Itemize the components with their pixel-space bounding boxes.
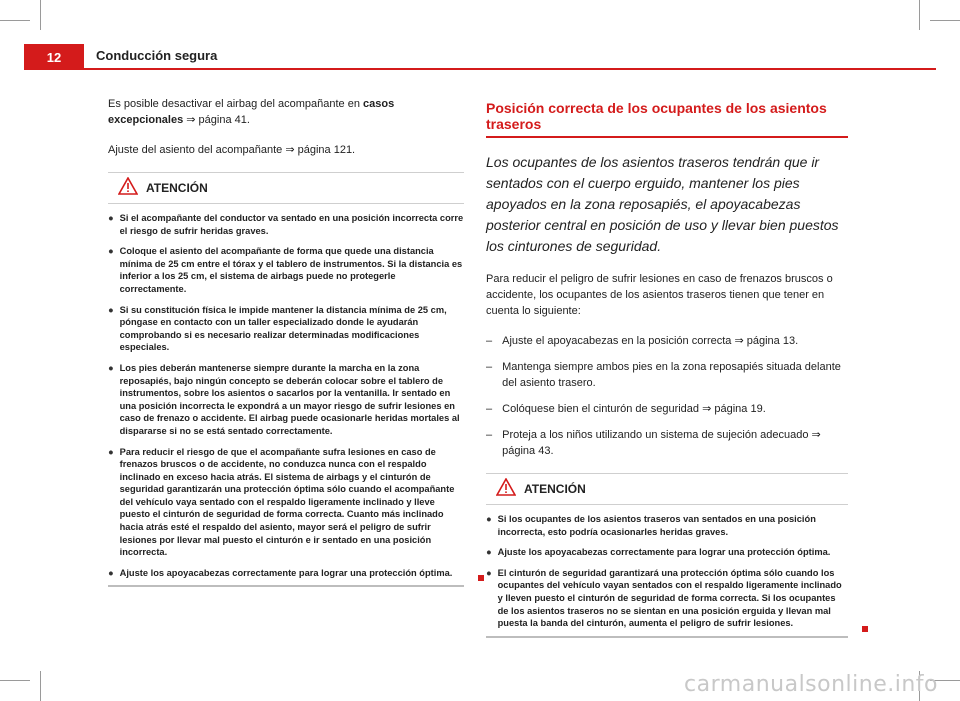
list-item: – Proteja a los niños utilizando un sistema de sujeción adecuado ⇒ página 43. xyxy=(486,429,821,457)
warning-item: ● Ajuste los apoyacabezas correctamente para lograr una protección óptima. xyxy=(108,567,453,578)
end-marker xyxy=(862,626,868,632)
end-marker xyxy=(478,575,484,581)
instruction-list xyxy=(486,333,848,459)
header-rule xyxy=(24,68,936,70)
page-number: 12 xyxy=(24,44,84,70)
warning-box xyxy=(108,172,464,587)
warning-triangle-icon xyxy=(496,478,516,501)
seat-adjust-paragraph: Ajuste del asiento del acompañante ⇒ página 121. xyxy=(108,144,356,156)
warning-item: ● Si el acompañante del conductor va sentado en una posición incorrecta corre el riesgo de sufrir heridas graves. xyxy=(108,213,464,236)
crop-mark xyxy=(0,680,30,681)
warning-item: ● Los pies deberán mantenerse siempre durante la marcha en la zona reposapiés, bajo ningún concepto se deberán colocar sobre el tablero de instrumentos, sobre los asientos o sacarlos por la ventanilla. Ir sentado en una posición incorrecta le expondrá a un mayor riesgo de sufrir lesiones en caso de frenazo o accidente. El airbag puede ocasionarle heridas mortales al dispararse si no se está sentado correctamente. xyxy=(108,362,460,436)
watermark: carmanualsonline.info xyxy=(684,672,938,697)
section-title: Posición correcta de los ocupantes de los asientos traseros xyxy=(486,100,848,138)
crop-mark xyxy=(0,20,30,21)
list-item: – Colóquese bien el cinturón de seguridad ⇒ página 19. xyxy=(486,403,766,415)
section-intro: Los ocupantes de los asientos traseros tendrán que ir sentados con el cuerpo erguido, mantener los pies apoyados en la zona reposapiés, el apoyacabezas posterior central en posición de uso y llevar bien puestos los cinturones de seguridad. xyxy=(486,154,839,254)
warning-box xyxy=(486,473,848,638)
warning-item: ● Para reducir el riesgo de que el acompañante sufra lesiones en caso de frenazos bruscos o de accidente, no conduzca nunca con el respaldo inclinado en exceso hacia atrás. El sistema de airbags y el cinturón de seguridad garantizarán una protección óptima sólo cuando el acompañante del vehículo vaya sentado con el respaldo ligeramente inclinado y lleve puesto el cinturón de seguridad de forma correcta. Cuanto más inclinado hacia atrás esté el respaldo del asiento, mayor será el peligro de sufrir lesiones por llevar mal puesto el cinturón e ir sentado en una posición incorrecta. xyxy=(108,446,455,558)
list-item: – Ajuste el apoyacabezas en la posición correcta ⇒ página 13. xyxy=(486,335,799,347)
airbag-deactivate-paragraph xyxy=(108,96,464,128)
crop-mark xyxy=(40,671,41,701)
crop-mark xyxy=(40,0,41,30)
crop-mark xyxy=(919,0,920,30)
warning-title: ATENCIÓN xyxy=(146,181,208,195)
warning-item: ● Si los ocupantes de los asientos traseros van sentados en una posición incorrecta, esto podría ocasionarles heridas graves. xyxy=(486,514,816,537)
section-paragraph: Para reducir el peligro de sufrir lesiones en caso de frenazos bruscos o accidente, los ocupantes de los asientos traseros tienen que tener en cuenta lo siguiente: xyxy=(486,273,833,317)
right-column xyxy=(486,96,848,638)
left-column xyxy=(108,96,464,587)
page-link[interactable]: ⇒ página 41. xyxy=(183,114,250,126)
warning-item: ● Si su constitución física le impide mantener la distancia mínima de 25 cm, póngase en contacto con un taller especializado donde le ayudarán comprobando si es necesario realizar determinadas modificaciones especiales. xyxy=(108,304,447,353)
warning-triangle-icon xyxy=(118,177,138,200)
warning-item: ● Ajuste los apoyacabezas correctamente para lograr una protección óptima. xyxy=(486,547,831,558)
warning-item: ● El cinturón de seguridad garantizará una protección óptima sólo cuando los ocupantes del vehículo vayan sentados con el respaldo ligeramente inclinado y lleven puesto el cinturón de seguridad de forma correcta. Si los ocupantes de los asientos traseros no se sientan en una posición erguida y llevan mal puesta la banda del cinturón, aumenta el peligro de sufrir lesiones. xyxy=(486,567,842,629)
warning-item: ● Coloque el asiento del acompañante de forma que quede una distancia mínima de 25 cm entre el tórax y el tablero de instrumentos. Si la distancia es inferior a los 25 cm, el sistema de airbags puede no protegerle correctamente. xyxy=(108,246,463,294)
paragraph-text: Es posible desactivar el airbag del acompañante en xyxy=(108,98,363,110)
crop-mark xyxy=(930,20,960,21)
warning-title: ATENCIÓN xyxy=(524,482,586,496)
paragraph-bold: casos excepcionales xyxy=(108,98,395,126)
list-item: – Mantenga siempre ambos pies en la zona reposapiés situada delante del asiento trasero. xyxy=(486,361,841,389)
warning-header xyxy=(108,173,464,204)
warning-header xyxy=(486,474,848,505)
chapter-title: Conducción segura xyxy=(96,48,218,63)
